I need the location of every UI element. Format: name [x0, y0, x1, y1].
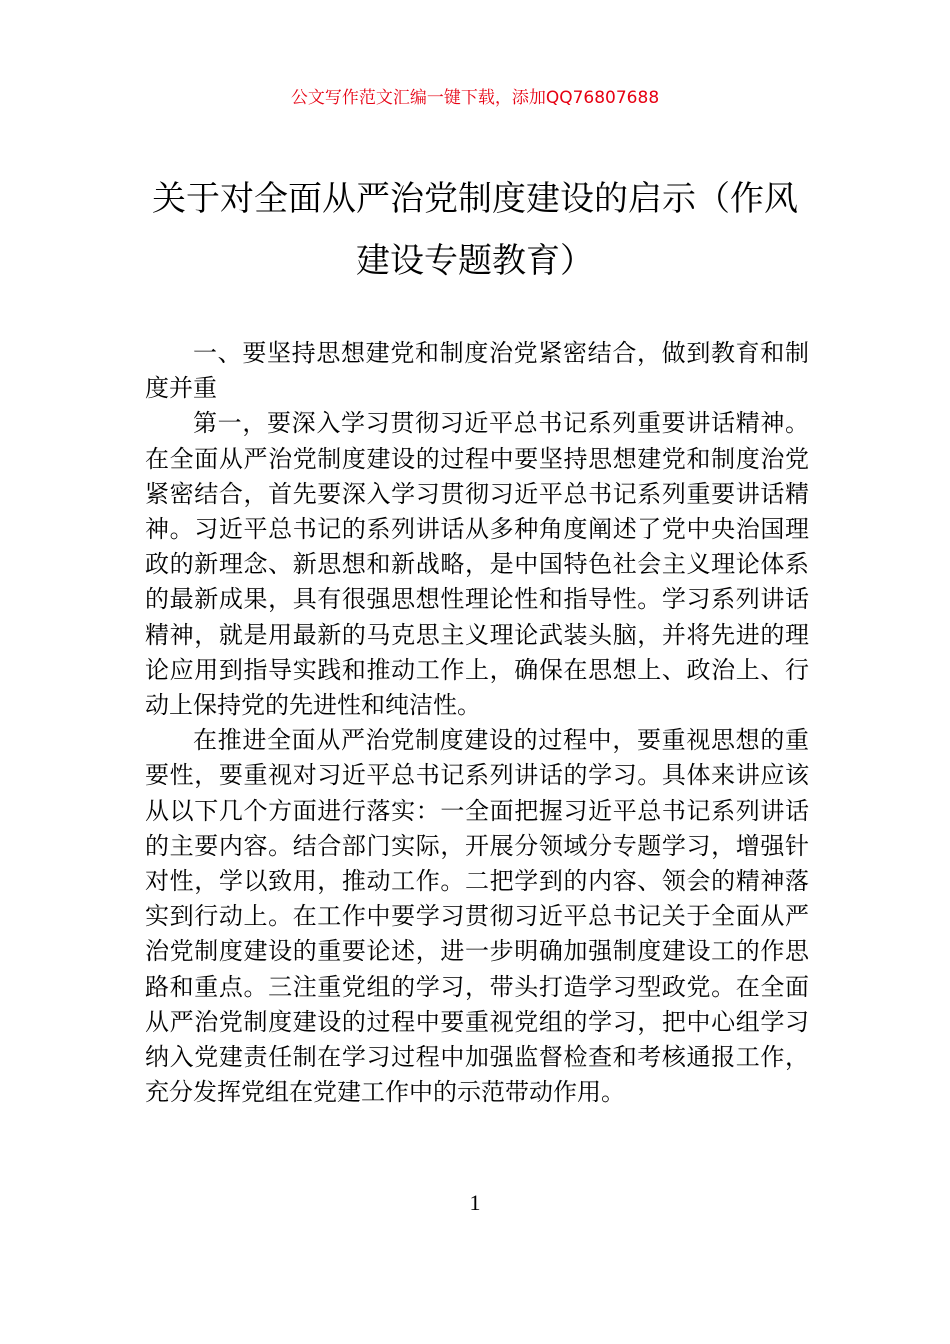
document-body [145, 336, 809, 1110]
page-number: 1 [469, 1190, 481, 1215]
document-title: 关于对全面从严治党制度建设的启示（作风建设专题教育） [152, 179, 798, 281]
body-paragraph: 在推进全面从严治党制度建设的过程中，要重视思想的重要性，要重视对习近平总书记系列讲话的学习。具体来讲应该从以下几个方面进行落实：一全面把握习近平总书记系列讲话的主要内容。结合部门实际，开展分领域分专题学习，增强针对性，学以致用，推动工作。二把学到的内容、领会的精神落实到行动上。在工作中要学习贯彻习近平总书记关于全面从严治党制度建设的重要论述，进一步明确加强制度建设工的作思路和重点。三注重党组的学习，带头打造学习型政党。在全面从严治党制度建设的过程中要重视党组的学习，把中心组学习纳入党建责任制在学习过程中加强监督检查和考核通报工作，充分发挥党组在党建工作中的示范带动作用。 [145, 726, 809, 1107]
section-heading: 一、要坚持思想建党和制度治党紧密结合，做到教育和制度并重 [145, 339, 809, 403]
download-banner: 公文写作范文汇编一键下载，添加QQ76807688 [290, 88, 660, 108]
body-paragraph: 第一，要深入学习贯彻习近平总书记系列重要讲话精神。在全面从严治党制度建设的过程中要坚持思想建党和制度治党紧密结合，首先要深入学习贯彻习近平总书记系列重要讲话精神。习近平总书记的系列讲话从多种角度阐述了党中央治国理政的新理念、新思想和新战略，是中国特色社会主义理论体系的最新成果，具有很强思想性理论性和指导性。学习系列讲话精神，就是用最新的马克思主义理论武装头脑，并将先进的理论应用到指导实践和推动工作上，确保在思想上、政治上、行动上保持党的先进性和纯洁性。 [145, 409, 809, 720]
